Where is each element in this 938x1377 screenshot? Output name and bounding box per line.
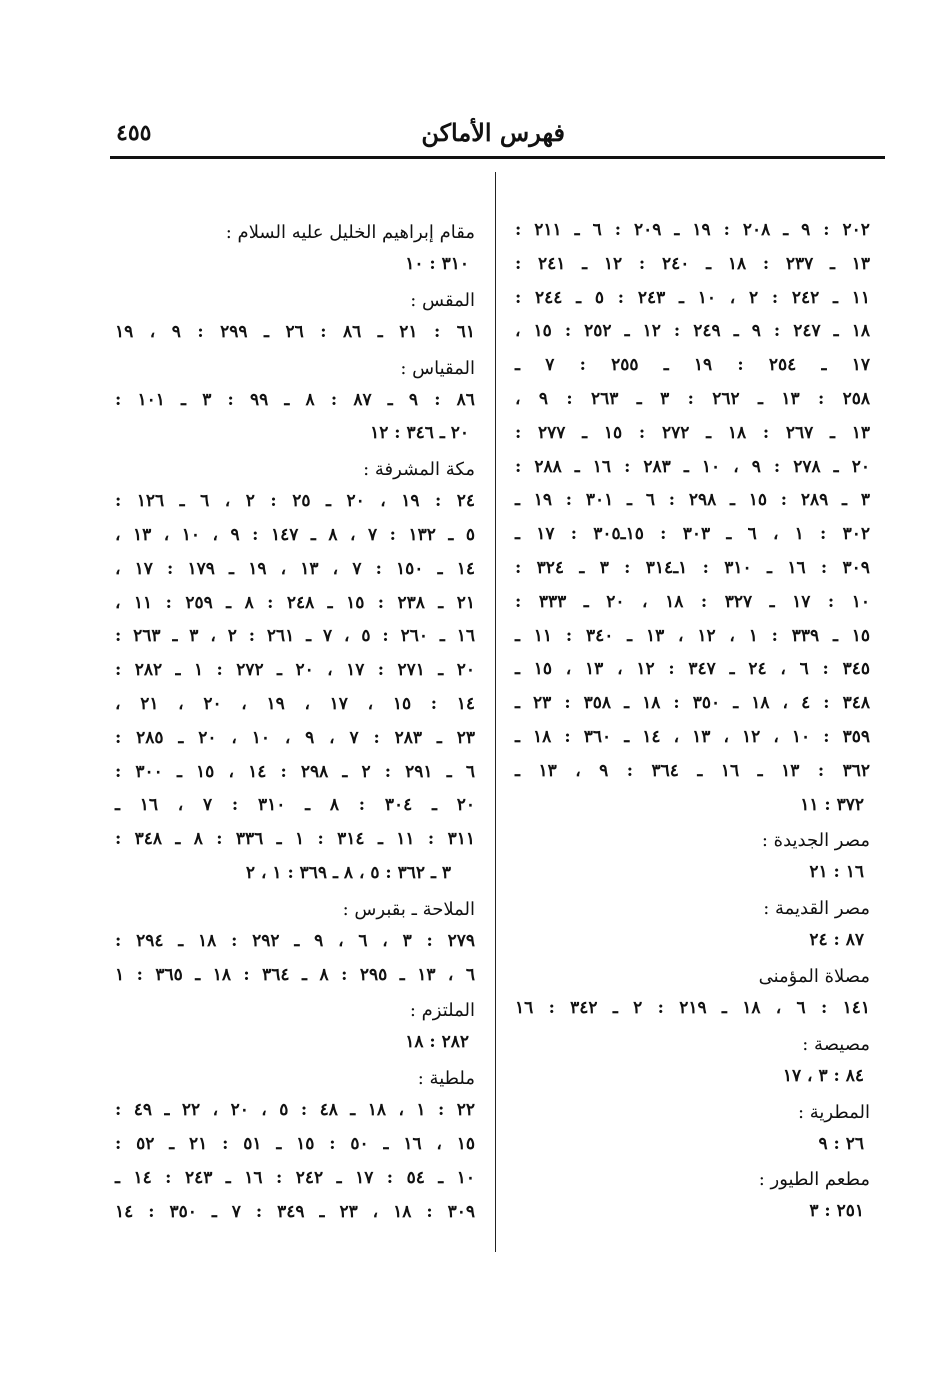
index-reference-line: ١١ ـ ٢٤٢ : ٢ ، ١٠ ـ ٢٤٣ : ٥ ـ ٢٤٤ : [515,287,870,308]
index-reference-line: ٣١١ : ١١ ـ ٣١٤ : ١ ـ ٣٣٦ : ٨ ـ ٣٤٨ : [115,829,475,850]
index-reference-line: ٢٧٩ : ٣ ، ٦ ، ٩ ـ ٢٩٢ : ١٨ ـ ٢٩٤ : [115,930,475,951]
index-reference-line: ٣٠٢ : ١ ، ٦ ـ ٣٠٣ : ١٥ـ٣٠٥ : ١٧ ـ [515,524,870,545]
index-reference-line: ١٥ ـ ٣٣٩ : ١ ، ١٢ ، ١٣ ـ ٣٤٠ : ١١ ـ [515,625,870,646]
index-reference-line: ١٣ ـ ٢٣٧ : ١٨ ـ ٢٤٠ : ١٢ ـ ٢٤١ : [515,253,870,274]
index-heading: مكة المشرفة : [363,459,475,481]
index-reference-line: ٢٥٨ : ١٣ ـ ٢٦٢ : ٣ ـ ٢٦٣ : ٩ ، [515,388,871,409]
index-reference-line: ٥ ـ ١٣٢ : ٧ ، ٨ ـ ١٤٧ : ٩ ، ١٠ ، ١٣ ، [115,524,475,545]
header-rule [110,156,885,159]
index-reference-line: ١٤ ـ ١٥٠ : ٧ ، ١٣ ، ١٩ ـ ١٧٩ : ١٧ ، [115,558,475,579]
index-reference-line: ٢٤ : ١٩ ، ٢٠ ـ ٢٥ : ٢ ، ٦ ـ ١٢٦ : [115,491,475,512]
index-reference-line: ٣٧٢ : ١١ [800,794,864,815]
index-reference-line: ١٦ : ٢١ [809,862,864,883]
index-reference-line: ٢٣ ـ ٢٨٣ : ٧ ، ٩ ، ١٠ ، ٢٠ ـ ٢٨٥ : [115,727,475,748]
index-reference-line: ٢٠ ـ ٣٤٦ : ١٢ [370,423,469,444]
page-number: ٤٥٥ [116,120,152,146]
index-reference-line: ٦١ : ٢١ ـ ٨٦ : ٢٦ ـ ٢٩٩ : ٩ ، ١٩ [115,321,475,342]
index-reference-line: ٢٨٢ : ١٨ [405,1032,469,1053]
column-divider [495,172,496,1252]
index-reference-line: ٣٤٨ : ٤ ، ١٨ ـ ٣٥٠ : ١٨ ـ ٣٥٨ : ٢٣ ـ [515,693,870,714]
index-reference-line: ١٠ ـ ٥٤ : ١٧ ـ ٢٤٢ : ١٦ ـ ٢٤٣ : ١٤ ـ [115,1167,476,1188]
index-reference-line: ٦ ، ١٣ ـ ٢٩٥ : ٨ ـ ٣٦٤ : ١٨ ـ ٣٦٥ : ١ [115,964,476,985]
index-reference-line: ٢١ ـ ٢٣٨ : ١٥ ـ ٢٤٨ : ٨ ـ ٢٥٩ : ١١ ، [115,592,475,613]
index-reference-line: ٣ ـ ٢٨٩ : ١٥ ـ ٢٩٨ : ٦ ـ ٣٠١ : ١٩ ـ [515,490,870,511]
index-reference-line: ١٨ ـ ٢٤٧ : ٩ ـ ٢٤٩ : ١٢ ـ ٢٥٢ : ١٥ ، [515,321,870,342]
index-reference-line: ٣٠٩ : ١٦ ـ ٣١٠ : ١ـ٣١٤ : ٣ ـ ٣٢٤ : [515,557,870,578]
index-reference-line: ١٣ ـ ٢٦٧ : ١٨ ـ ٢٧٢ : ١٥ ـ ٢٧٧ : [515,422,870,443]
index-reference-line: ٣١٠ : ١٠ [405,254,469,274]
index-reference-line: ٢٠٢ : ٩ ـ ٢٠٨ : ١٩ ـ ٢٠٩ : ٦ ـ ٢١١ : [515,220,870,240]
index-heading: المقياس : [400,357,475,379]
index-reference-line: ١٤١ : ٦ ، ١٨ ـ ٢١٩ : ٢ ـ ٣٤٢ : ١٦ [515,997,870,1018]
page-title: فهرس الأماكن [421,118,565,147]
index-reference-line: ١٦ ـ ٢٦٠ : ٥ ، ٧ ـ ٢٦١ : ٢ ، ٣ ـ ٢٦٣ : [115,626,475,647]
index-heading: المطرية : [797,1101,870,1123]
index-reference-line: ١٥ ، ١٦ ـ ٥٠ : ١٥ ـ ٥١ : ٢١ ـ ٥٢ : [115,1133,475,1154]
index-reference-line: ٨٦ : ٩ ـ ٨٧ : ٨ ـ ٩٩ : ٣ ـ ١٠١ : [115,389,475,410]
index-heading: مقام إبراهيم الخليل عليه السلام : [225,222,475,243]
index-column-left [115,214,475,1229]
index-heading: مصلاة المؤمنى [758,965,870,987]
index-heading: الملاحة ـ بقبرس : [342,898,475,920]
index-reference-line: ١٧ ـ ٢٥٤ : ١٩ ـ ٢٥٥ : ٧ ـ [515,355,870,376]
index-heading: مطعم الطيور : [758,1169,870,1191]
index-reference-line: ٣٠٩ : ١٨ ، ٢٣ ـ ٣٤٩ : ٧ ـ ٣٥٠ : ١٤ [115,1201,475,1222]
index-heading: مصر القديمة : [763,898,870,920]
index-heading: الملتزم : [409,1000,475,1022]
index-reference-line: ١٤ : ١٥ ، ١٧ ، ١٩ ، ٢٠ ، ٢١ ، [115,693,476,714]
index-heading: مصر الجديدة : [761,830,870,852]
index-column-right [515,214,870,1229]
index-reference-line: ٢٢ : ١ ، ١٨ ـ ٤٨ : ٥ ، ٢٠ ، ٢٢ ـ ٤٩ : [115,1100,475,1121]
index-heading: مصيصة : [802,1033,870,1055]
index-heading: المقس : [410,289,475,311]
index-reference-line: ٨٤ : ٣ ، ١٧ [782,1065,864,1086]
index-reference-line: ٢٠ ـ ٢٧١ : ١٧ ، ٢٠ ـ ٢٧٢ : ١ ـ ٢٨٢ : [115,660,475,681]
index-reference-line: ٢٦ : ٩ [818,1133,864,1154]
index-heading: ملطية : [417,1068,475,1090]
index-reference-line: ٣٦٢ : ١٣ ـ ١٦ ـ ٣٦٤ : ٩ ، ١٣ ـ [515,760,870,781]
page-header [110,118,885,156]
index-reference-line: ٣٥٩ : ١٠ ، ١٢ ، ١٣ ، ١٤ ـ ٣٦٠ : ١٨ ـ [515,726,870,747]
index-reference-line: ٢٠ ـ ٣٠٤ : ٨ ـ ٣١٠ : ٧ ، ١٦ ـ [115,795,475,816]
index-reference-line: ٨٧ : ٢٤ [809,930,864,951]
index-reference-line: ٢٥١ : ٣ [809,1201,864,1222]
index-reference-line: ٣٤٥ : ٦ ، ٢٤ ـ ٣٤٧ : ١٢ ، ١٣ ، ١٥ ـ [515,659,870,680]
index-reference-line: ٢٠ ـ ٢٧٨ : ٩ ، ١٠ ـ ٢٨٣ : ١٦ ـ ٢٨٨ : [515,456,870,477]
index-reference-line: ١٠ : ١٧ ـ ٣٢٧ : ١٨ ، ٢٠ ـ ٣٣٣ : [515,591,871,612]
index-reference-line: ٣ ـ ٣٦٢ : ٥ ، ٨ ـ ٣٦٩ : ١ ، ٢ [245,862,451,883]
index-reference-line: ٦ ـ ٢٩١ : ٢ ـ ٢٩٨ : ١٤ ، ١٥ ـ ٣٠٠ : [115,761,475,782]
